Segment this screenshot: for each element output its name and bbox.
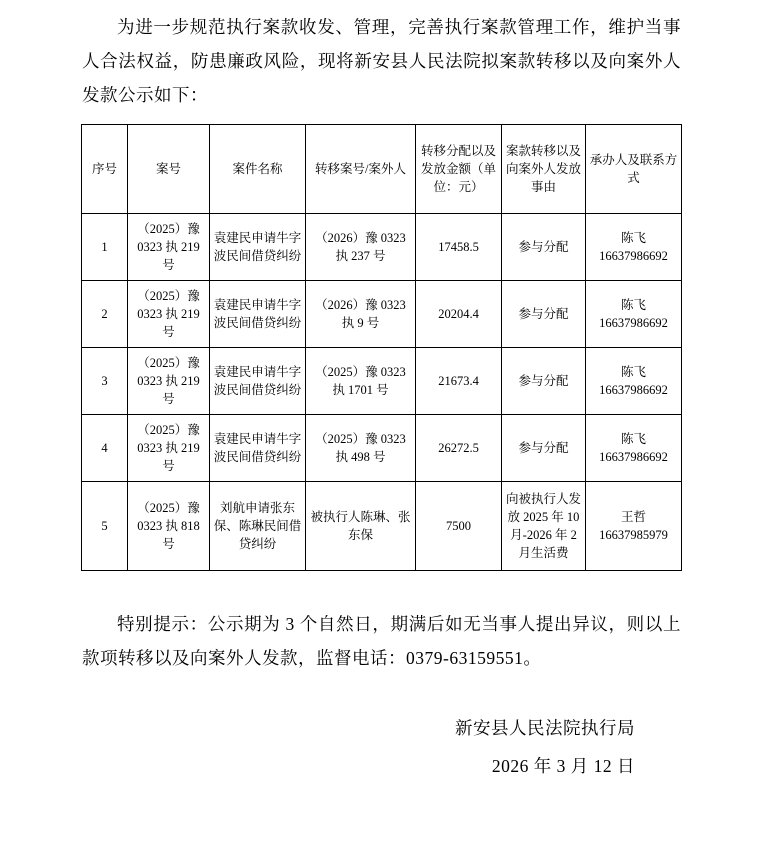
column-header-contact: 承办人及联系方式 <box>586 125 682 214</box>
cell-amount: 17458.5 <box>416 214 502 281</box>
cell-no: 4 <box>82 415 128 482</box>
cell-contact: 陈飞 16637986692 <box>586 281 682 348</box>
intro-paragraph <box>40 10 723 112</box>
cell-amount: 21673.4 <box>416 348 502 415</box>
cell-contact: 陈飞 16637986692 <box>586 348 682 415</box>
intro-text: 为进一步规范执行案款收发、管理，完善执行案款管理工作，维护当事人合法权益，防患廉政风险，现将新安县人民法院拟案款转移以及向案外人发款公示如下： <box>82 17 681 105</box>
signature-block <box>40 709 723 785</box>
cell-no: 1 <box>82 214 128 281</box>
signature-organization: 新安县人民法院执行局 <box>455 718 635 738</box>
cell-reason: 参与分配 <box>502 214 586 281</box>
cell-transfer: （2025）豫 0323 执 498 号 <box>306 415 416 482</box>
cell-no: 2 <box>82 281 128 348</box>
cell-reason: 向被执行人发放 2025 年 10 月-2026 年 2 月生活费 <box>502 482 586 571</box>
cell-reason: 参与分配 <box>502 281 586 348</box>
column-header-transfer: 转移案号/案外人 <box>306 125 416 214</box>
cell-case-name: 袁建民申请牛字波民间借贷纠纷 <box>210 348 306 415</box>
cell-transfer: （2025）豫 0323 执 1701 号 <box>306 348 416 415</box>
column-header-amount: 转移分配以及发放金额（单位：元） <box>416 125 502 214</box>
column-header-no: 序号 <box>82 125 128 214</box>
table-row <box>82 214 682 281</box>
cell-transfer: （2026）豫 0323 执 9 号 <box>306 281 416 348</box>
cell-contact: 王哲 16637985979 <box>586 482 682 571</box>
cell-case-no: （2025）豫 0323 执 219 号 <box>128 348 210 415</box>
cell-case-name: 刘航申请张东保、陈琳民间借贷纠纷 <box>210 482 306 571</box>
table-body <box>82 214 682 571</box>
cell-case-no: （2025）豫 0323 执 219 号 <box>128 281 210 348</box>
cell-transfer: 被执行人陈琳、张东保 <box>306 482 416 571</box>
cell-case-no: （2025）豫 0323 执 219 号 <box>128 415 210 482</box>
cell-contact: 陈飞 16637986692 <box>586 415 682 482</box>
notice-document <box>0 10 763 856</box>
special-notice-paragraph <box>40 607 723 675</box>
cell-transfer: （2026）豫 0323 执 237 号 <box>306 214 416 281</box>
column-header-case-no: 案号 <box>128 125 210 214</box>
table-header-row <box>82 125 682 214</box>
cell-no: 5 <box>82 482 128 571</box>
special-notice-text: 特别提示：公示期为 3 个自然日，期满后如无当事人提出异议，则以上款项转移以及向案外人发款，监督电话：0379-63159551。 <box>82 614 681 668</box>
cell-case-no: （2025）豫 0323 执 818 号 <box>128 482 210 571</box>
cell-case-name: 袁建民申请牛字波民间借贷纠纷 <box>210 214 306 281</box>
cell-case-name: 袁建民申请牛字波民间借贷纠纷 <box>210 415 306 482</box>
table-row <box>82 281 682 348</box>
cell-case-no: （2025）豫 0323 执 219 号 <box>128 214 210 281</box>
table-header <box>82 125 682 214</box>
cell-no: 3 <box>82 348 128 415</box>
cell-amount: 20204.4 <box>416 281 502 348</box>
cell-reason: 参与分配 <box>502 348 586 415</box>
table-row <box>82 348 682 415</box>
table-row <box>82 415 682 482</box>
cell-reason: 参与分配 <box>502 415 586 482</box>
table-row <box>82 482 682 571</box>
cell-amount: 26272.5 <box>416 415 502 482</box>
cell-case-name: 袁建民申请牛字波民间借贷纠纷 <box>210 281 306 348</box>
case-funds-table <box>81 124 682 571</box>
cell-contact: 陈飞 16637986692 <box>586 214 682 281</box>
cell-amount: 7500 <box>416 482 502 571</box>
column-header-case-name: 案件名称 <box>210 125 306 214</box>
signature-date: 2026 年 3 月 12 日 <box>491 756 635 776</box>
column-header-reason: 案款转移以及向案外人发放事由 <box>502 125 586 214</box>
